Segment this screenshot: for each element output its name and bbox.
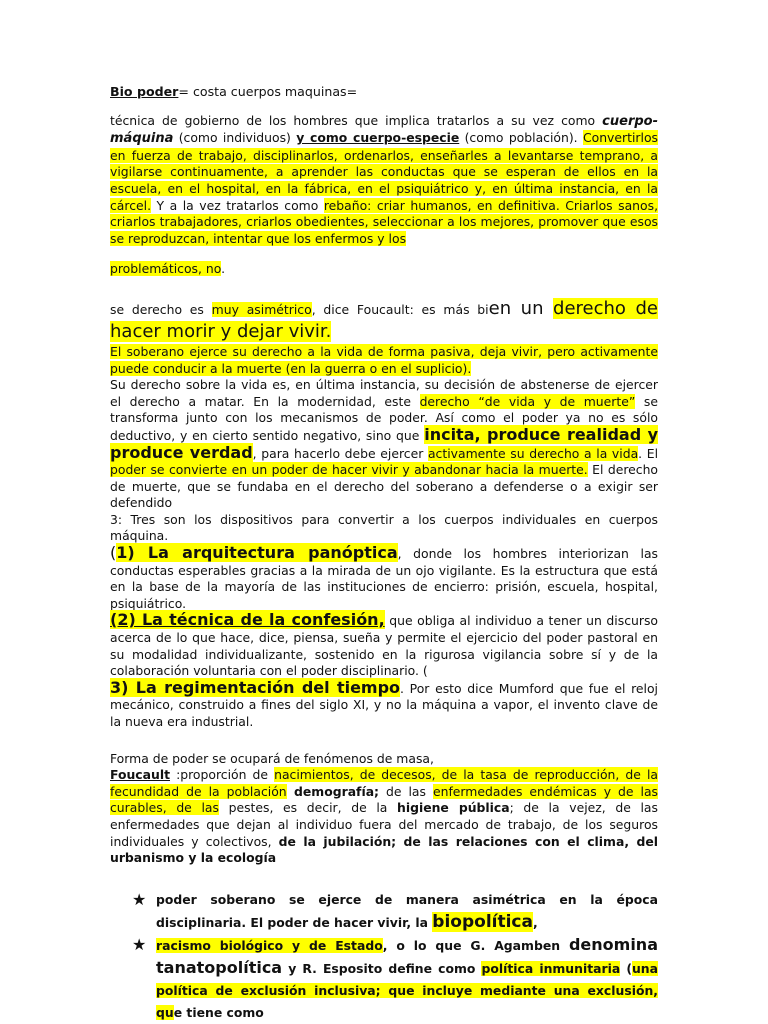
text-run: . El (638, 445, 659, 461)
text-run: e tiene como (173, 1004, 264, 1020)
highlight-text: una política de exclusión inclusiva; que incluye mediante una exclusión, qu (156, 960, 658, 1020)
highlight-text: racismo biológico y de Estado (156, 937, 383, 953)
text-run: , (532, 914, 538, 930)
document-page (110, 84, 658, 1024)
highlight-text: Convertirlos en fuerza de trabajo, disciplinarlos, ordenarlos, enseñarles a levantarse temprano, a vigilarse continuamente, a aprender las conductas que se esperan de ellos en la escuela, en el hospital, en la fábrica, en el psiquiátrico y, en última instancia, en la cárcel. (110, 130, 658, 213)
paragraph-7 (110, 545, 658, 612)
spacer (110, 247, 658, 261)
text-run: que obliga al individuo a tener un discurso acerca de lo que hace, dice, piensa, sueña y permite el ejercicio del poder pastoral en su modalidad individualizante, sostenido en la rigurosa vigilancia sobre sí y de la colaboración voluntaria con el poder disciplinario. ( (110, 613, 658, 679)
text-run: , para hacerlo debe ejercer (252, 445, 428, 461)
text-run: Y a la vez tratarlos como (151, 197, 324, 213)
highlight-text: nacimientos, de decesos, de la tasa de reproducción, de la fecundidad de la población (110, 767, 658, 799)
highlight-text: muy asimétrico (211, 301, 312, 317)
title-rest: = costa cuerpos maquinas= (178, 84, 358, 99)
text-run: se derecho es (110, 301, 212, 317)
term-tanatopolitica: denomina tanatopolítica (156, 934, 658, 977)
text-run: El derecho de muerte, que se fundaba en el derecho del soberano a defenderse o a exigir ser defendido (110, 462, 659, 511)
term-foucault: Foucault (110, 767, 170, 783)
text-run: técnica de gobierno de los hombres que implica tratarlos a su vez como (110, 112, 603, 128)
heading-regimentacion: 3) La regimentación del tiempo (110, 677, 401, 697)
text-run: , dice Foucault: es más bi (311, 301, 489, 317)
heading-confesion: (2) La técnica de la confesión, (110, 610, 385, 630)
text-run: proporción de (180, 767, 275, 783)
large-text: en un (488, 297, 554, 319)
highlight-large-text: derecho de hacer morir y dejar vivir. (110, 297, 659, 342)
paragraph-4 (110, 344, 658, 377)
document-title (110, 84, 658, 101)
text-run: . Por esto dice Mumford que fue el reloj mecánico, construido a fines del siglo XI, y no la máquina a vapor, el invento clave de la nueva era industrial. (110, 680, 658, 729)
text-run: ( (620, 960, 632, 976)
paragraph-9 (110, 677, 658, 731)
spacer (110, 731, 658, 751)
term-cuerpo-maquina: cuerpo-máquina (110, 113, 658, 147)
term-cuerpo-especie: y como cuerpo-especie (296, 130, 460, 146)
text-run: , donde los hombres interiorizan las conductas esperables gracias a la mirada de un ojo vigilante. Es la estructura que está en la base de la mayoría de las instituciones de encierro: prisión, escuela, hospital, psiquiátrico. (110, 546, 658, 611)
text-run: ; de la vejez, de las enfermedades que dejan al individuo fuera del mercado de trabajo, de los seguros individuales y colectivos, (110, 800, 658, 849)
text-run: se transforma junto con los mecanismos de poder. Así como el poder ya no es sólo deductivo, y en cierto sentido negativo, sino que (110, 393, 658, 443)
paragraph-8 (110, 612, 658, 679)
paragraph-5 (110, 377, 658, 512)
term-higiene-publica: higiene pública (397, 800, 510, 816)
text-run: pestes, es decir, de la (218, 800, 398, 816)
highlight-bold-text: incita, produce realidad y produce verdad (110, 424, 659, 462)
title-heading: Bio poder (110, 84, 179, 99)
term-biopolitica: biopolítica (432, 911, 533, 932)
text-run: (como población). (459, 130, 583, 146)
star-icon: ★ (132, 889, 147, 909)
text-run: , o lo que G. Agamben (382, 937, 569, 953)
highlight-text: enfermedades endémicas y de las curables, de las (110, 783, 658, 816)
spacer (110, 278, 658, 298)
paragraph-2 (110, 261, 658, 278)
text-run: poder soberano se ejerce de manera asimétrica en la época disciplinaria. El poder de hacer vivir, la (156, 891, 658, 930)
text-run: Su derecho sobre la vida es, en última instancia, su decisión de abstenerse de ejercer el derecho a matar. En la modernidad, este (110, 377, 658, 409)
highlight-text: poder se convierte en un poder de hacer vivir y abandonar hacia la muerte. (110, 462, 588, 478)
bold-text: de la jubilación; de las relaciones con el clima, del urbanismo y la ecología (110, 833, 658, 866)
text-run: y R. Esposito define como (282, 960, 482, 976)
paragraph-11 (110, 767, 658, 867)
paragraph-1 (110, 113, 658, 248)
highlight-text: El soberano ejerce su derecho a la vida de forma pasiva, deja vivir, pero activamente puede conducir a la muerte (en la guerra o en el suplicio). (110, 343, 658, 376)
text-run: : (170, 767, 181, 783)
paragraph-10: Forma de poder se ocupará de fenómenos de masa, (110, 750, 434, 766)
bullet-list (110, 889, 658, 1024)
star-icon: ★ (132, 934, 147, 954)
highlight-text: activamente su derecho a la vida (427, 445, 639, 461)
highlight-text: política inmunitaria (481, 960, 621, 976)
text-run: de las (379, 783, 433, 799)
highlight-text: rebaño: criar humanos, en definitiva. Criarlos sanos, criarlos trabajadores, criarlos obedientes, seleccionar a los mejores, promover que esos se reproduzcan, intentar que los enfermos y los (110, 197, 659, 246)
text-run: ( (110, 543, 117, 563)
text-run: (como individuos) (173, 130, 297, 146)
highlight-text: derecho “de vida y de muerte” (419, 393, 636, 409)
paragraph-6: 3: Tres son los dispositivos para convertir a los cuerpos individuales en cuerpos máquina. (110, 511, 658, 544)
paragraph-3 (110, 298, 658, 344)
highlight-text: problemáticos, no (110, 261, 222, 277)
text-run: . (221, 261, 226, 277)
list-item (110, 889, 658, 934)
list-item (110, 934, 658, 1024)
heading-panoptica: 1) La arquitectura panóptica (116, 543, 398, 563)
term-demografia: demografía; (286, 783, 380, 799)
